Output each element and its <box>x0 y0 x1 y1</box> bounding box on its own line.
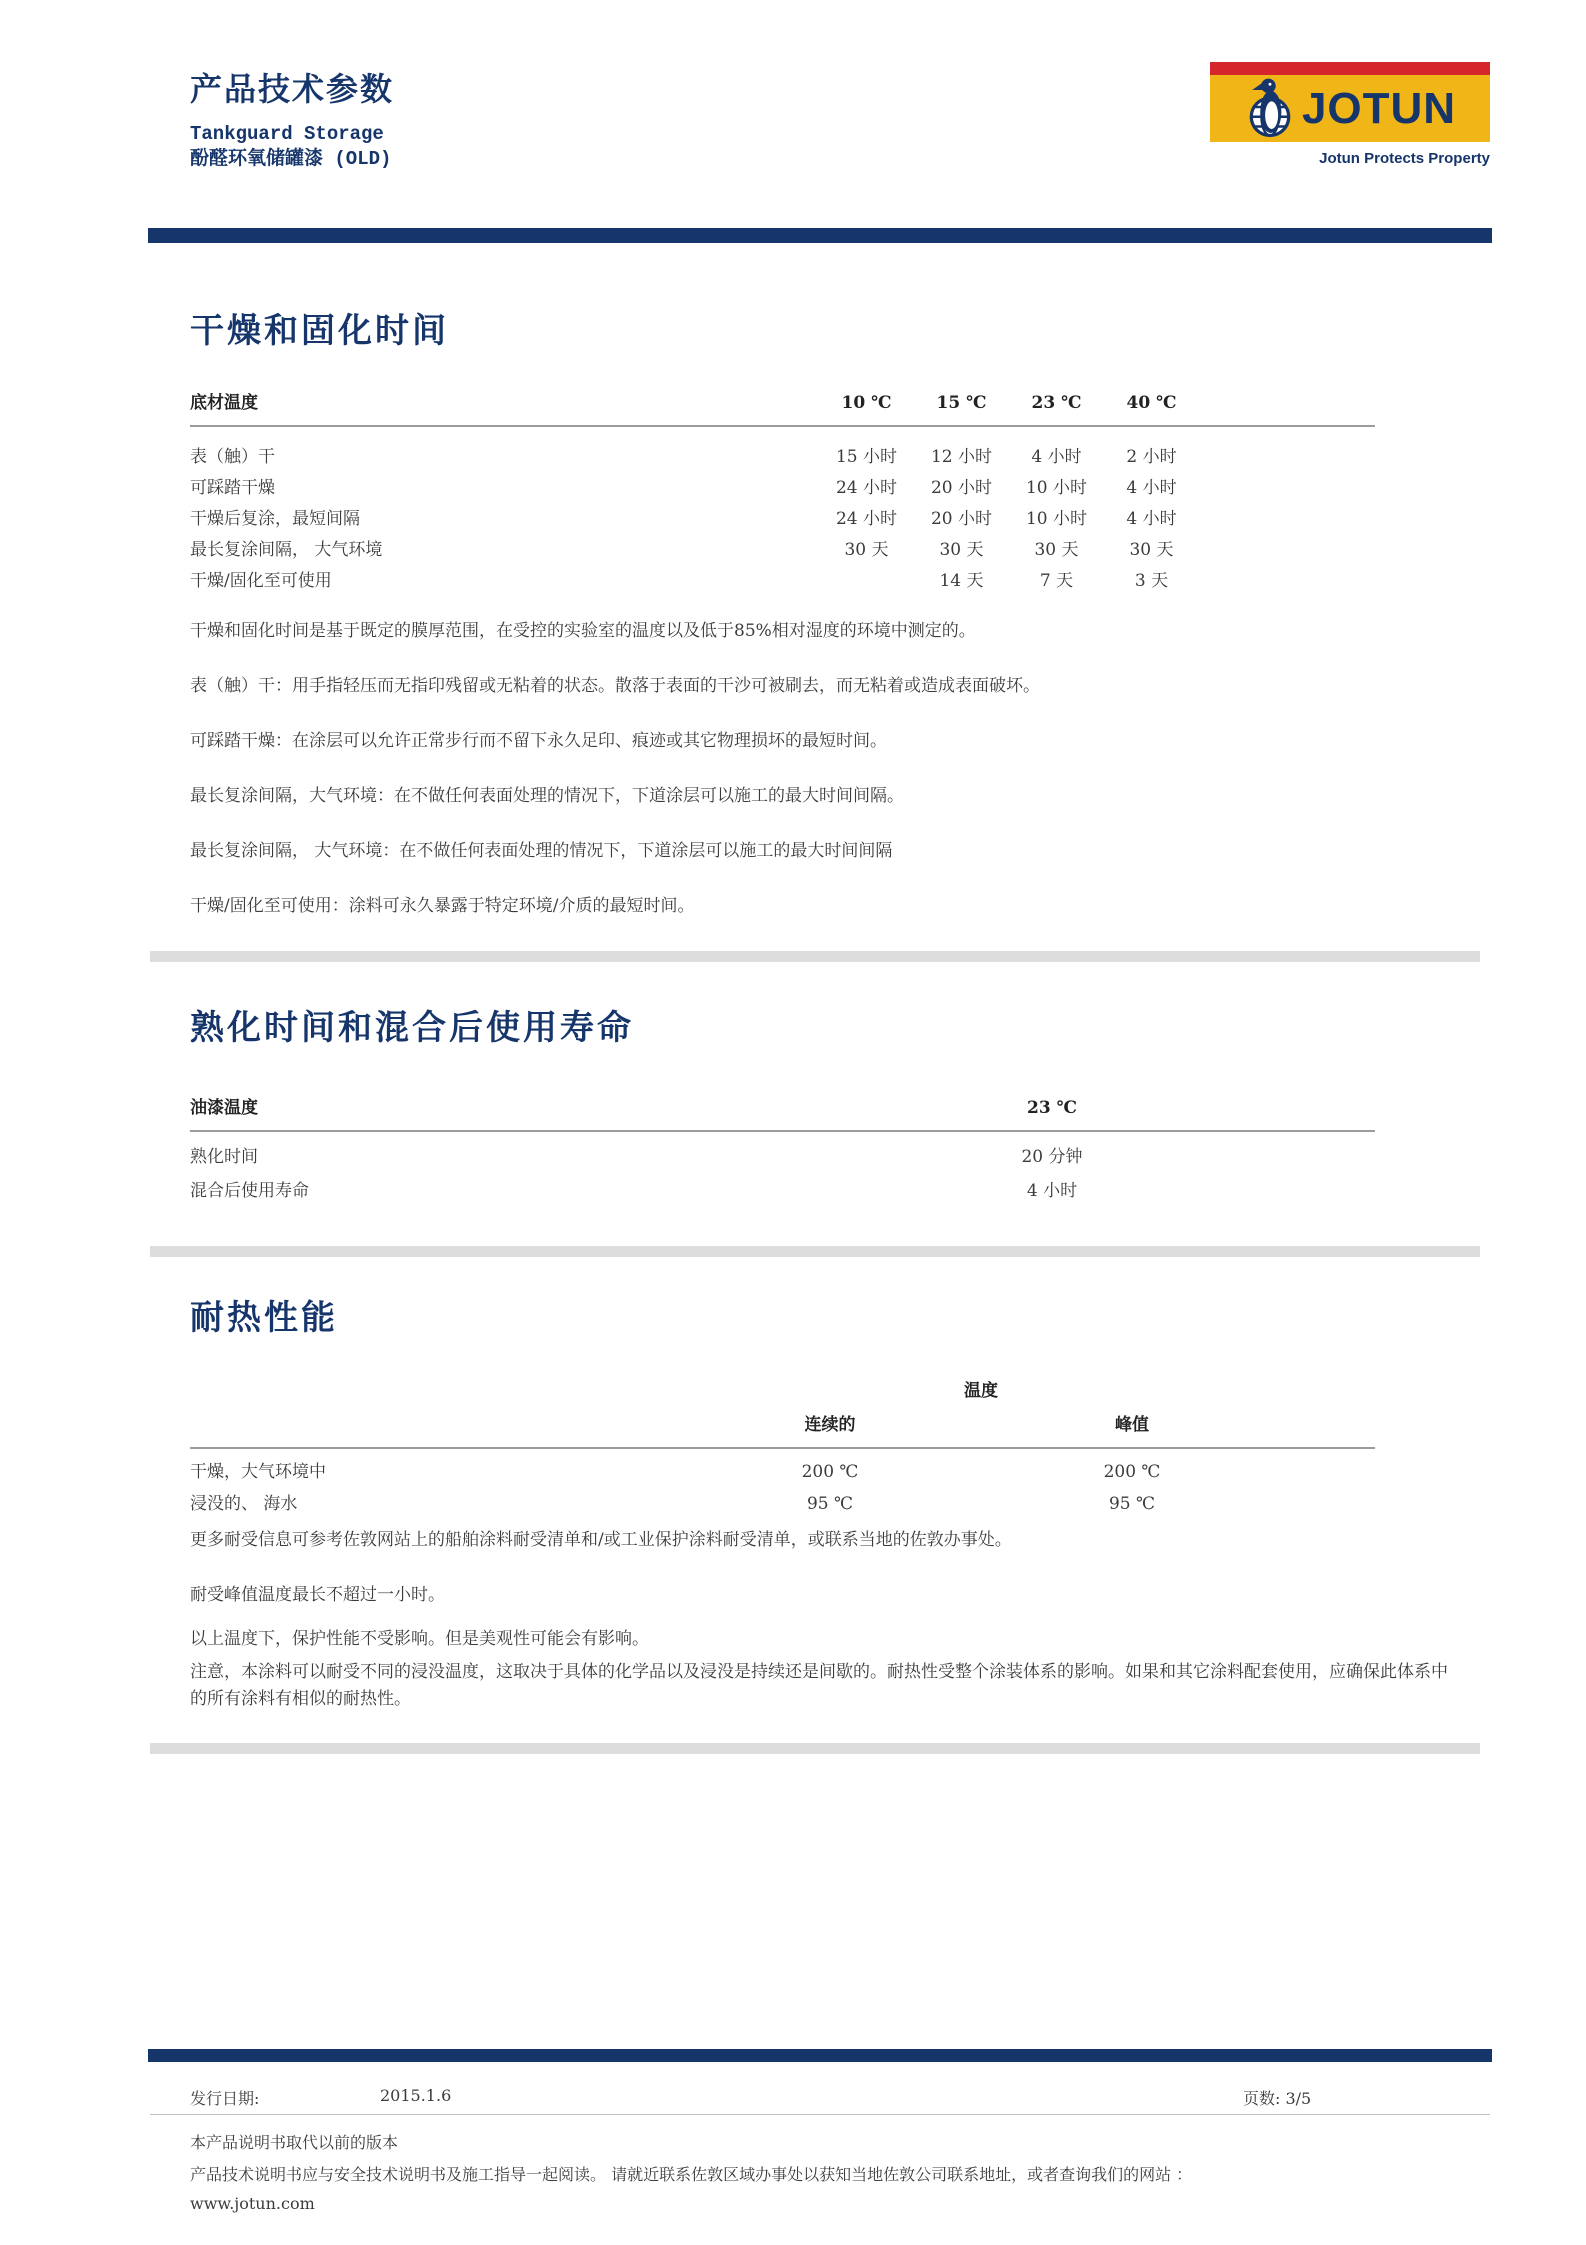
jotun-logo <box>1210 62 1490 142</box>
table-row: 熟化时间 20 分钟 <box>190 1147 1083 1167</box>
note-paragraph: 表（触）干：用手指轻压而无指印残留或无粘着的状态。散落于表面的干沙可被刷去，而无粘着或造成表面破坏。 <box>190 676 1040 696</box>
heat-table-header-row <box>190 1410 1375 1449</box>
column-header-continuous: 连续的 <box>804 1415 856 1435</box>
product-description: 酚醛环氧储罐漆 (OLD) <box>190 148 392 170</box>
section-title-heat: 耐热性能 <box>190 1298 338 1338</box>
section-title-drying: 干燥和固化时间 <box>190 311 449 351</box>
table-row: 干燥后复涂，最短间隔 24 小时 20 小时 10 小时 4 小时 <box>190 509 1177 529</box>
drying-notes <box>190 618 1460 948</box>
heat-table-group-header: 温度 <box>964 1381 998 1401</box>
penguin-globe-icon <box>1244 76 1296 142</box>
issue-date-label: 发行日期: <box>190 2089 260 2108</box>
note-paragraph: 最长复涂间隔，大气环境：在不做任何表面处理的情况下，下道涂层可以施工的最大时间间隔。 <box>190 786 904 806</box>
curing-table-row-header: 油漆温度 <box>190 1098 258 1118</box>
table-row: 浸没的、 海水 95 ℃ 95 ℃ <box>190 1494 1156 1514</box>
logo-gold-field <box>1210 75 1490 142</box>
note-paragraph: 可踩踏干燥：在涂层可以允许正常步行而不留下永久足印、痕迹或其它物理损坏的最短时间。 <box>190 731 887 751</box>
supersede-note: 本产品说明书取代以前的版本 <box>190 2133 399 2152</box>
table-row: 混合后使用寿命 4 小时 <box>190 1181 1078 1201</box>
drying-table <box>190 388 1375 597</box>
note-paragraph: 耐受峰值温度最长不超过一小时。 <box>190 1585 445 1605</box>
product-header <box>190 122 391 172</box>
note-paragraph: 以上温度下，保护性能不受影响。但是美观性可能会有影响。 <box>190 1629 649 1649</box>
read-together-note: 产品技术说明书应与安全技术说明书及施工指导一起阅读。 请就近联系佐敦区域办事处以获知当地佐敦公司联系地址，或者查询我们的网站 ： <box>190 2165 1193 2184</box>
drying-table-header-row <box>190 388 1375 427</box>
issue-date-value: 2015.1.6 <box>380 2086 452 2105</box>
curing-table <box>190 1093 1375 1208</box>
note-paragraph: 最长复涂间隔， 大气环境：在不做任何表面处理的情况下，下道涂层可以施工的最大时间间隔 <box>190 841 893 861</box>
table-row: 干燥/固化至可使用 14 天 7 天 3 天 <box>190 571 1169 591</box>
footer-rule-bar <box>148 2049 1492 2062</box>
curing-table-body <box>190 1132 1375 1208</box>
column-header-15c: 15 ℃ <box>936 393 987 413</box>
product-name: Tankguard Storage <box>190 123 384 145</box>
footer-thin-rule <box>150 2114 1490 2115</box>
note-paragraph: 干燥和固化时间是基于既定的膜厚范围，在受控的实验室的温度以及低于85%相对湿度的环境中测定的。 <box>190 621 976 641</box>
website-url: www.jotun.com <box>190 2194 315 2213</box>
drying-table-body <box>190 427 1375 597</box>
section-title-curing: 熟化时间和混合后使用寿命 <box>190 1008 634 1048</box>
column-header-10c: 10 ℃ <box>841 393 892 413</box>
page-number: 页数: 3/5 <box>1243 2089 1312 2108</box>
column-header-40c: 40 ℃ <box>1126 393 1177 413</box>
note-paragraph: 注意，本涂料可以耐受不同的浸没温度，这取决于具体的化学品以及浸没是持续还是间歇的。耐热性受整个涂装体系的影响。如果和其它涂料配套使用，应确保此体系中的所有涂料有相似的耐热性。 <box>190 1662 1448 1709</box>
table-row: 最长复涂间隔， 大气环境 30 天 30 天 30 天 30 天 <box>190 540 1174 560</box>
header-rule-bar <box>148 228 1492 243</box>
note-paragraph: 更多耐受信息可参考佐敦网站上的船舶涂料耐受清单和/或工业保护涂料耐受清单，或联系当地的佐敦办事处。 <box>190 1530 1012 1550</box>
heat-notes <box>190 1527 1460 1741</box>
page-title: 产品技术参数 <box>190 70 395 108</box>
section-divider <box>150 951 1480 962</box>
column-header-peak: 峰值 <box>1115 1415 1149 1435</box>
logo-red-stripe <box>1210 62 1490 75</box>
drying-table-row-header: 底材温度 <box>190 393 258 413</box>
section-divider <box>150 1246 1480 1257</box>
table-row: 可踩踏干燥 24 小时 20 小时 10 小时 4 小时 <box>190 478 1177 498</box>
table-row: 干燥，大气环境中 200 ℃ 200 ℃ <box>190 1462 1161 1482</box>
curing-table-header-row <box>190 1093 1375 1132</box>
note-paragraph: 干燥/固化至可使用：涂料可永久暴露于特定环境/介质的最短时间。 <box>190 896 695 916</box>
logo-wordmark: JOTUN <box>1301 83 1457 133</box>
logo-tagline: Jotun Protects Property <box>1319 150 1490 167</box>
table-row: 表（触）干 15 小时 12 小时 4 小时 2 小时 <box>190 447 1177 467</box>
heat-table-body <box>190 1449 1375 1520</box>
column-header-23c: 23 ℃ <box>1027 1098 1077 1118</box>
section-divider <box>150 1743 1480 1754</box>
column-header-23c: 23 ℃ <box>1031 393 1082 413</box>
heat-table <box>190 1376 1375 1520</box>
